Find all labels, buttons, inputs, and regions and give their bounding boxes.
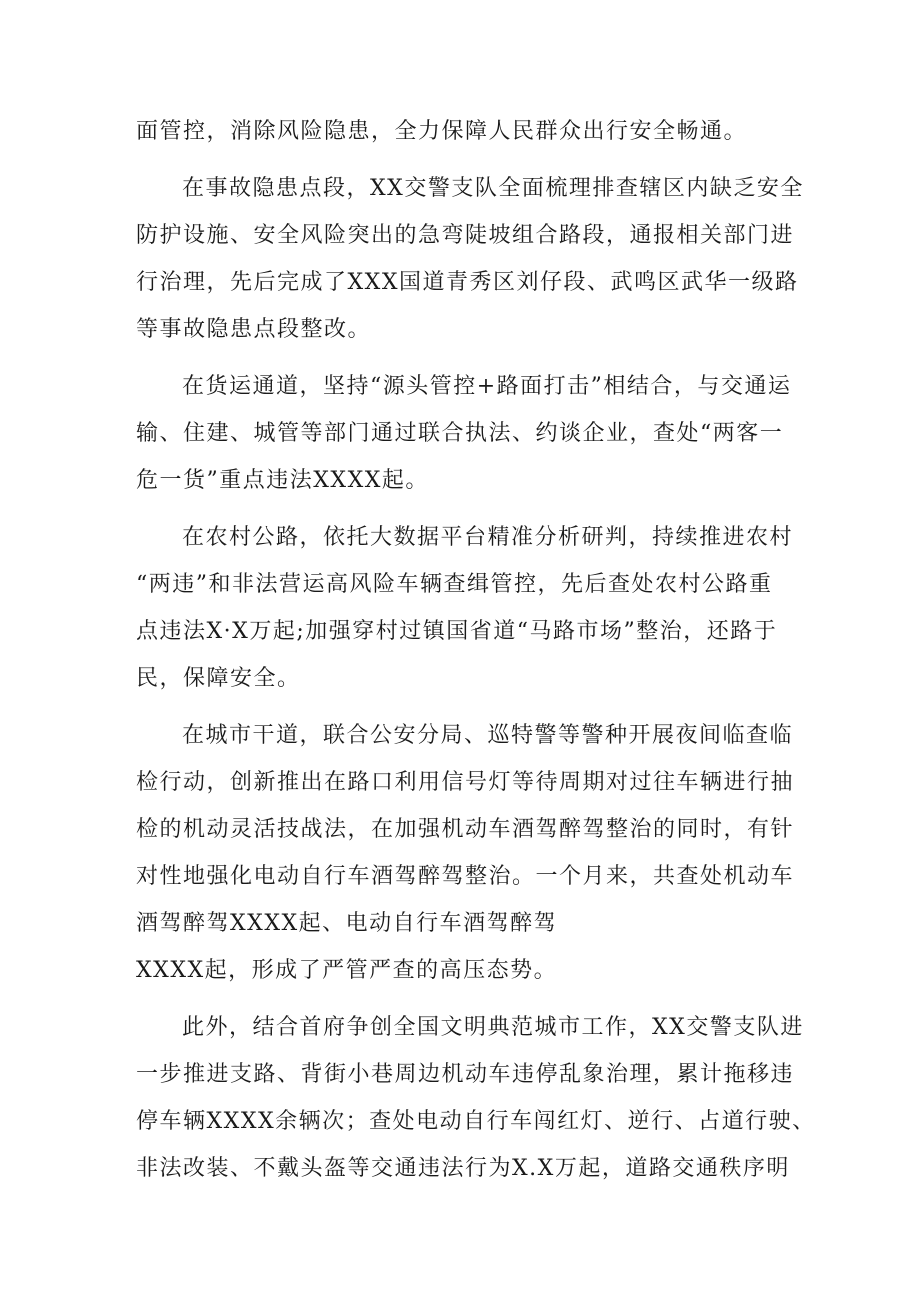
text-line: “两违”和非法营运高风险车辆查缉管控，先后查处农村公路重: [136, 572, 773, 597]
text-line: 危一货”重点违法XXXX起。: [136, 468, 429, 493]
paragraph: [136, 108, 796, 155]
text-line: 在货运通道，坚持“源头管控+路面打击”相结合，与交通运: [182, 374, 792, 399]
document-body: [136, 108, 816, 1192]
text-line: 对性地强化电动自行车酒驾醉驾整治。一个月来，共查处机动车: [136, 864, 795, 889]
text-line: 点违法X·X万起;加强穿村过镇国省道“马路市场”整治，还路于: [136, 619, 778, 644]
text-line: 输、住建、城管等部门通过联合执法、约谈企业，查处“两客一: [136, 421, 784, 446]
text-line: 此外，结合首府争创全国文明典范城市工作，XX交警支队进: [182, 1015, 804, 1040]
text-line: 民，保障安全。: [136, 666, 301, 691]
text-line: 在城市干道，联合公安分局、巡特警等警种开展夜间临查临: [182, 723, 794, 748]
text-line: 停车辆XXXX余辆次；查处电动自行车闯红灯、逆行、占道行驶、: [136, 1109, 816, 1134]
text-line: 非法改装、不戴头盔等交通违法行为X.X万起，道路交通秩序明: [136, 1156, 790, 1181]
text-line: 防护设施、安全风险突出的急弯陡坡组合路段，通报相关部门进: [136, 223, 795, 248]
text-line: 酒驾醉驾XXXX起、电动自行车酒驾醉驾: [136, 911, 558, 936]
paragraph: [136, 1004, 816, 1192]
text-line: 行治理，先后完成了XXX国道青秀区刘仔段、武鸣区武华一级路: [136, 270, 799, 295]
paragraph: [136, 363, 796, 504]
text-line: 检的机动灵活技战法，在加强机动车酒驾醉驾整治的同时，有针: [136, 817, 795, 842]
text-line: 等事故隐患点段整改。: [136, 317, 372, 342]
text-line: 在农村公路，依托大数据平台精准分析研判，持续推进农村: [182, 525, 794, 550]
text-line: 一步推进支路、背街小巷周边机动车违停乱象治理，累计拖移违: [136, 1062, 795, 1087]
paragraph: [136, 514, 796, 702]
text-line: 检行动，创新推出在路口利用信号灯等待周期对过往车辆进行抽: [136, 770, 795, 795]
text-line: 面管控，消除风险隐患，全力保障人民群众出行安全畅通。: [136, 119, 748, 144]
text-line: 在事故隐患点段，XX交警支队全面梳理排查辖区内缺乏安全: [182, 176, 804, 201]
paragraph: [136, 165, 804, 353]
paragraph: [136, 712, 796, 994]
text-line: XXXX起，形成了严管严查的高压态势。: [136, 958, 558, 983]
